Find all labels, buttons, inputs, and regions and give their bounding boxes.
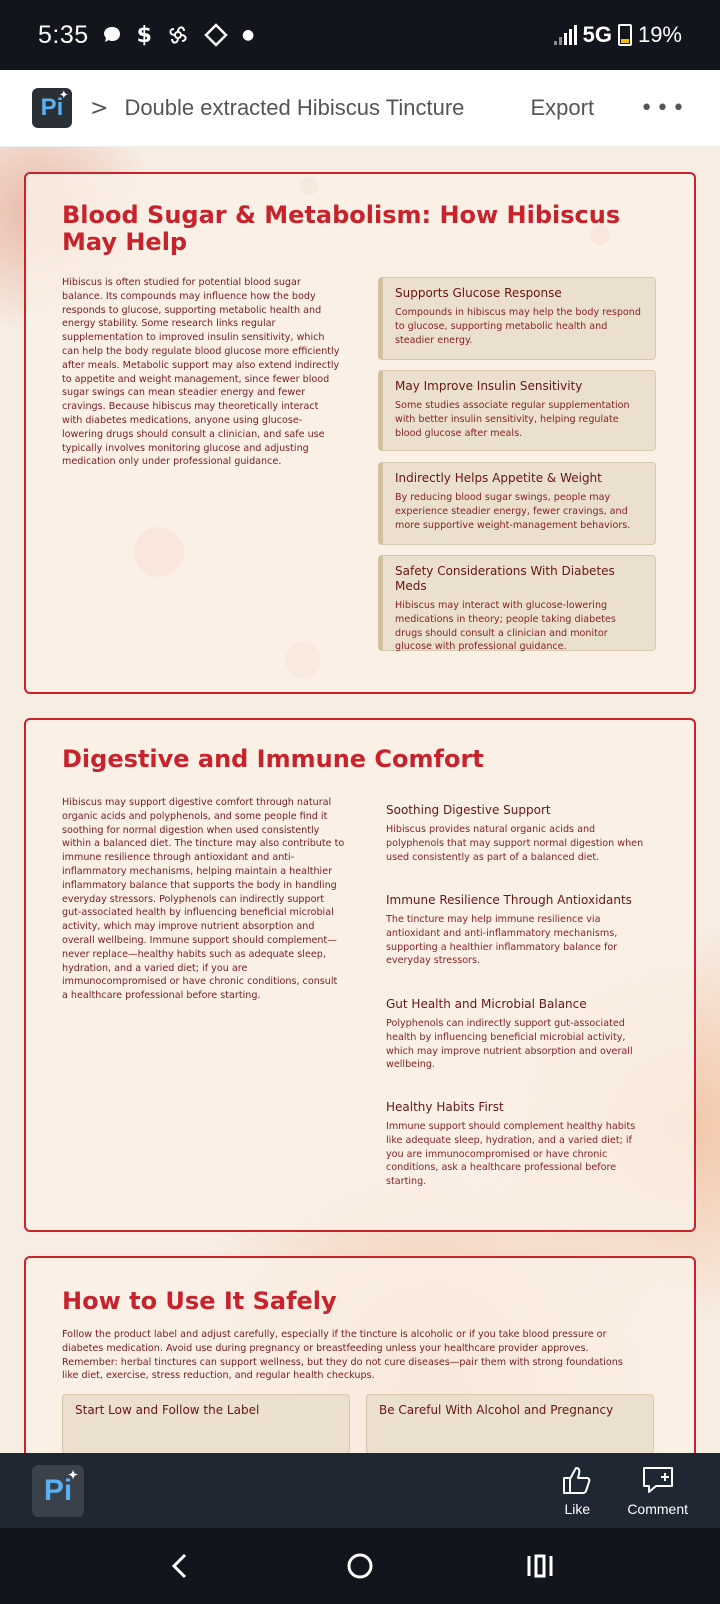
status-time: 5:35 — [38, 20, 89, 49]
safety-box-start-low — [62, 1394, 350, 1453]
comment-add-icon — [641, 1465, 675, 1495]
document-content[interactable] — [0, 147, 720, 1453]
signal-icon — [554, 25, 577, 45]
digestive-immune-section — [24, 718, 696, 1232]
recents-button[interactable] — [510, 1536, 570, 1596]
box-text: Compounds in hibiscus may help the body respond to glucose, supporting metabolic health and steadier energy. — [395, 307, 641, 346]
back-button[interactable] — [150, 1536, 210, 1596]
box-title: Start Low and Follow the Label — [75, 1403, 260, 1417]
notification-icons — [101, 23, 255, 48]
blood-sugar-section — [24, 172, 696, 694]
info-box-glucose — [378, 277, 656, 360]
box-title: Safety Considerations With Diabetes Meds — [395, 564, 615, 593]
dot-icon: ● — [241, 27, 255, 43]
pi-logo-icon[interactable]: Pi ✦ — [32, 88, 72, 128]
box-text: Hibiscus may interact with glucose-lowering medications in theory; people taking diabetes drugs should consult a clinician and monitor glucose with professional guidance. — [395, 600, 616, 653]
battery-icon — [618, 24, 632, 46]
thumbs-up-icon — [561, 1465, 593, 1495]
section-body: Hibiscus is often studied for potential blood sugar balance. Its compounds may influence how the body responds to glucose, supporting metabolic health and energy stability. Some research links regular supplementation to improved insulin sensitivity, which can help the body regulate blood glucose more efficiently after meals. Metabolic support may also extend indirectly to appetite and weight management, since fewer blood sugar swings can mean steadier energy and fewer cravings. Because hibiscus may theoretically interact with diabetes medications, anyone using glucose-lowering drugs should consult a clinician, and safe use typically involves monitoring glucose and adjusting medication only under professional guidance. — [62, 277, 340, 468]
chat-bubble-icon — [101, 24, 123, 46]
section-title: Blood Sugar & Metabolism: How Hibiscus May Help — [62, 201, 621, 256]
box-text: Some studies associate regular supplementation with better insulin sensitivity, helping regulate blood glucose after meals. — [395, 400, 630, 439]
benefit-item-gut — [386, 997, 651, 1072]
network-type: 5G — [582, 22, 612, 47]
breadcrumb-separator: > — [90, 95, 109, 121]
home-circle-icon — [345, 1551, 375, 1581]
benefit-item-immune — [386, 893, 651, 968]
like-button[interactable] — [561, 1465, 593, 1517]
section-title: Digestive and Immune Comfort — [62, 745, 484, 773]
recents-icon — [525, 1552, 555, 1580]
home-button[interactable] — [330, 1536, 390, 1596]
box-text: By reducing blood sugar swings, people may experience steadier energy, fewer cravings, and more supportive weight-management behaviors. — [395, 492, 631, 531]
item-text: Polyphenols can indirectly support gut-associated health by influencing beneficial microbial activity, which may improve nutrient absorption and overall wellbeing. — [386, 1018, 633, 1071]
box-title: Indirectly Helps Appetite & Weight — [395, 471, 602, 485]
item-title: Healthy Habits First — [386, 1100, 504, 1114]
more-options-button[interactable]: ••• — [640, 95, 688, 121]
app-header — [0, 70, 720, 147]
item-title: Immune Resilience Through Antioxidants — [386, 893, 632, 907]
comment-button[interactable] — [627, 1465, 688, 1517]
diamond-code-icon — [204, 23, 228, 47]
info-box-diabetes-meds — [378, 555, 656, 651]
benefit-item-habits — [386, 1100, 651, 1189]
pi-app-icon[interactable]: Pi ✦ — [32, 1465, 84, 1517]
pinwheel-icon — [166, 23, 190, 47]
item-title: Soothing Digestive Support — [386, 803, 551, 817]
battery-percent: 19% — [637, 22, 682, 47]
box-title: Supports Glucose Response — [395, 286, 562, 300]
like-label: Like — [564, 1500, 591, 1517]
item-text: Hibiscus provides natural organic acids and polyphenols that may support normal digestion when used consistently as part of a balanced diet. — [386, 824, 644, 863]
safe-use-section — [24, 1256, 696, 1453]
item-text: The tincture may help immune resilience via antioxidant and anti-inflammatory mechanisms, supporting a healthier inflammatory balance for everyday stressors. — [386, 914, 618, 967]
status-bar — [0, 0, 720, 70]
dollar-icon: $ — [136, 22, 152, 48]
safety-box-alcohol-pregnancy — [366, 1394, 654, 1453]
document-title: Double extracted Hibiscus Tincture — [124, 95, 465, 120]
system-nav-bar — [0, 1528, 720, 1604]
item-title: Gut Health and Microbial Balance — [386, 997, 587, 1011]
box-title: Be Careful With Alcohol and Pregnancy — [379, 1403, 614, 1417]
item-text: Immune support should complement healthy habits like adequate sleep, hydration, and a varied diet; if you are immunocompromised or have chronic conditions, ask a healthcare professional before starting. — [386, 1121, 636, 1188]
back-chevron-icon — [168, 1552, 192, 1580]
box-title: May Improve Insulin Sensitivity — [395, 379, 583, 393]
export-button[interactable]: Export — [530, 95, 595, 120]
section-title: How to Use It Safely — [62, 1287, 337, 1315]
comment-label: Comment — [627, 1500, 688, 1517]
benefit-item-digestive — [386, 803, 651, 864]
system-status — [554, 22, 682, 48]
bottom-action-bar — [0, 1453, 720, 1528]
section-body: Hibiscus may support digestive comfort through natural organic acids and polyphenols, and some people find it soothing for normal digestion when used consistently within a balanced diet. The tincture may also contribute to immune resilience through antioxidant and anti-inflammatory mechanisms, helping maintain a healthier inflammatory balance that supports the body in handling everyday stressors. Polyphenols can indirectly support gut-associated health by influencing beneficial microbial activity, which may improve nutrient absorption and overall wellbeing. Immune support should complement—never replace—healthy habits such as adequate sleep, hydration, and a varied diet; if you are immunocompromised or have chronic conditions, consult a healthcare professional before starting. — [62, 797, 345, 1002]
info-box-appetite — [378, 462, 656, 545]
info-box-insulin — [378, 370, 656, 451]
section-body: Follow the product label and adjust carefully, especially if the tincture is alcoholic or if you take blood pressure or diabetes medication. Avoid use during pregnancy or breastfeeding unless your healthcare provider approves. Remember: herbal tinctures can support wellness, but they do not cure diseases—pair them with strong foundations like diet, exercise, stress reduction, and regular health checkups. — [62, 1329, 623, 1382]
